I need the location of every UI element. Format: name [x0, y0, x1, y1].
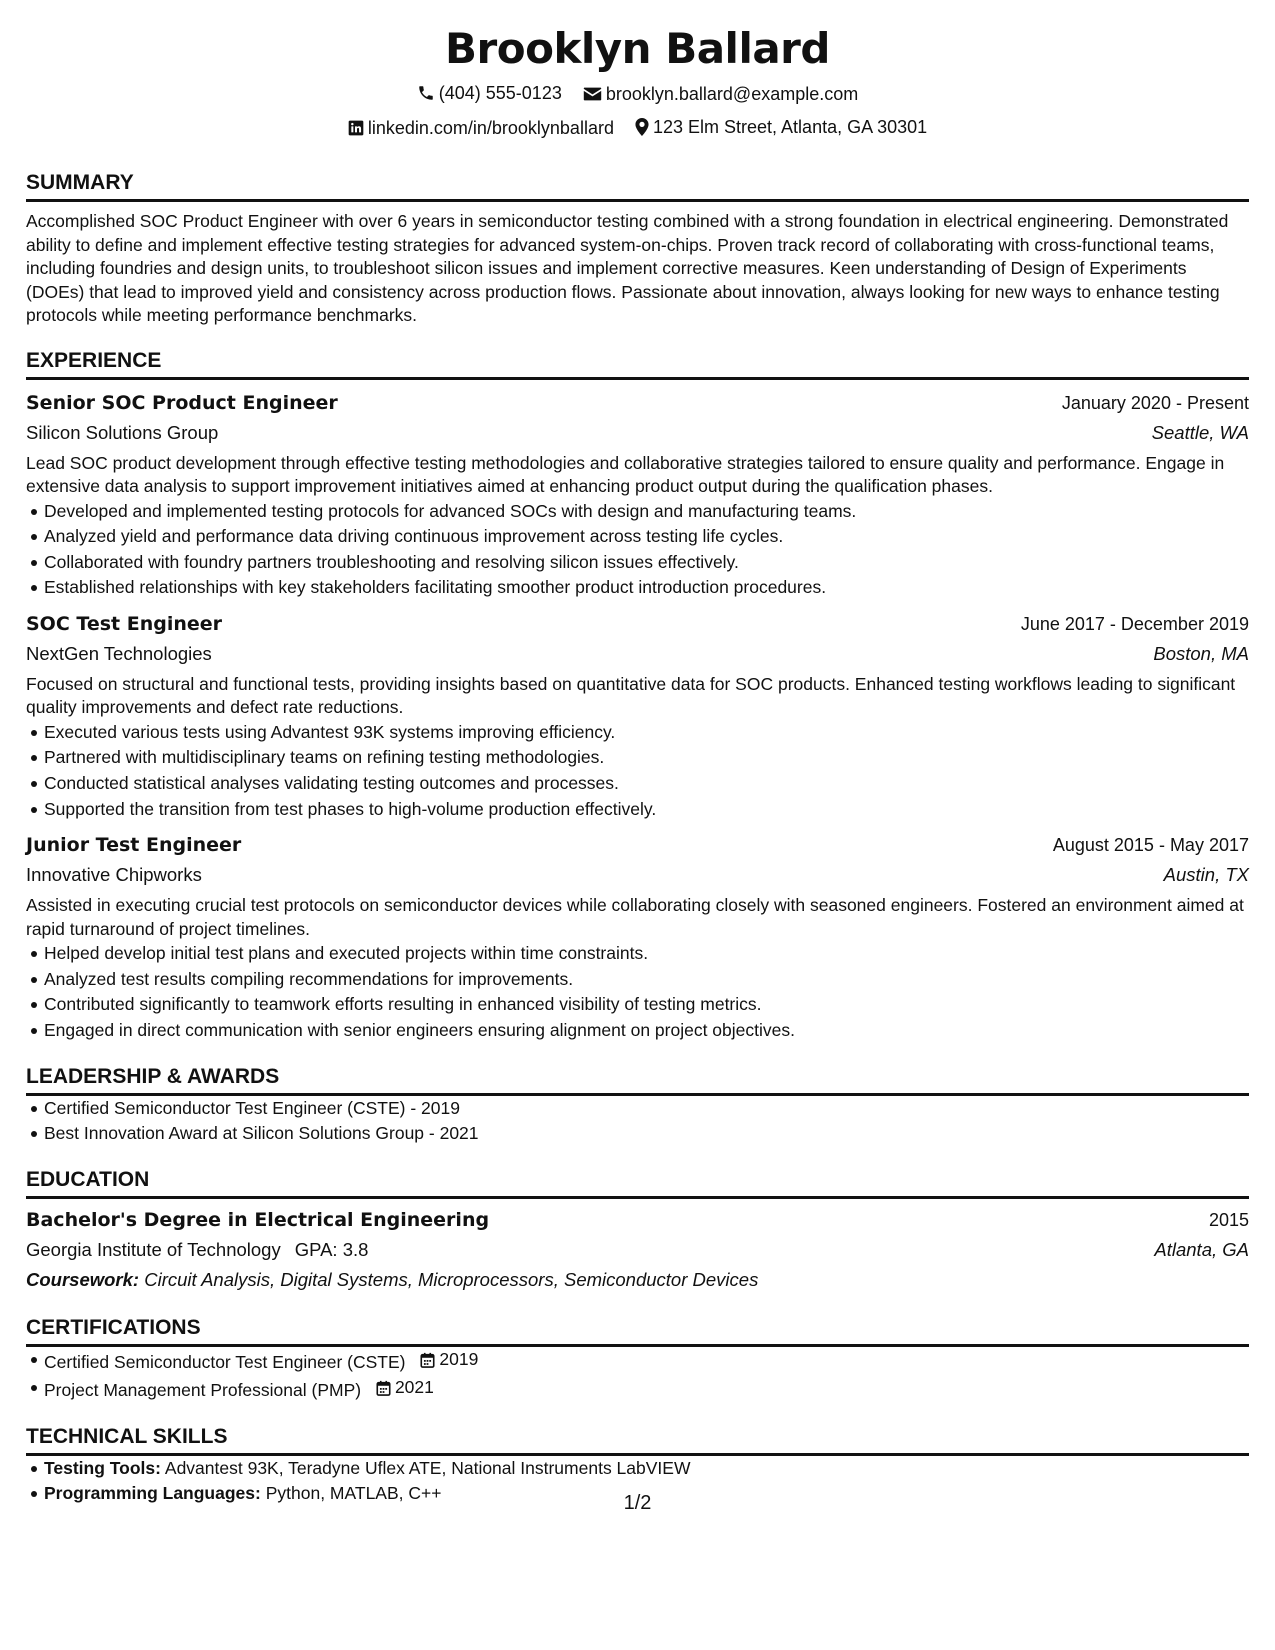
awards-list [26, 1096, 1249, 1147]
job-description: Lead SOC product development through effective testing methodologies and collaborative strategies tailored to ensure quality and performance. Engage in extensive data analysis to support improvement initiatives aimed at enhancing product output during the qualification phases. [26, 452, 1225, 496]
skills-heading: TECHNICAL SKILLS [26, 1424, 1249, 1456]
list-item: Supported the transition from test phases to high-volume production effectively. [44, 797, 1249, 823]
job-date: August 2015 - May 2017 [1052, 835, 1249, 856]
calendar-icon [420, 1352, 435, 1368]
list-item: Conducted statistical analyses validating testing outcomes and processes. [44, 771, 1249, 797]
certification-date [376, 1375, 434, 1401]
linkedin-icon [348, 120, 364, 136]
job-bullets [26, 720, 1249, 822]
phone-text: (404) 555-0123 [438, 83, 562, 103]
job-entry [26, 830, 1249, 1043]
skill-value: Advantest 93K, Teradyne Uflex ATE, National Instruments LabVIEW [164, 1457, 691, 1478]
job-date: January 2020 - Present [1061, 392, 1249, 413]
job-company: Silicon Solutions Group [26, 421, 219, 443]
contact-line-2 [26, 115, 1249, 142]
job-description: Assisted in executing crucial test protocols on semiconductor devices while collaborating closely with seasoned engineers. Fostered an environment aimed at rapid turnaround of project timelines. [26, 895, 1244, 939]
contact-line-1 [26, 81, 1249, 108]
school-name: Georgia Institute of Technology [26, 1238, 281, 1260]
education-header [26, 1205, 1249, 1235]
list-item: Engaged in direct communication with senior engineers ensuring alignment on project objectives. [44, 1018, 1249, 1044]
job-company: NextGen Technologies [26, 642, 212, 664]
education-heading: EDUCATION [26, 1167, 1249, 1199]
phone-icon [417, 84, 435, 102]
list-item: Collaborated with foundry partners troubleshooting and resolving silicon issues effectively. [44, 550, 1249, 576]
contact-email[interactable] [583, 82, 858, 106]
skill-value: Python, MATLAB, C++ [265, 1483, 442, 1504]
certification-year: 2019 [439, 1348, 479, 1369]
gpa: GPA: 3.8 [294, 1238, 369, 1260]
school-location: Atlanta, GA [1154, 1238, 1249, 1260]
skill-label: Programming Languages: [44, 1483, 261, 1504]
list-item: Analyzed test results compiling recommendations for improvements. [44, 967, 1249, 993]
certifications-heading: CERTIFICATIONS [26, 1315, 1249, 1347]
contact-linkedin[interactable] [348, 116, 614, 140]
awards-heading: LEADERSHIP & AWARDS [26, 1064, 1249, 1096]
job-subheader [26, 639, 1249, 669]
certification-name: Project Management Professional (PMP) [44, 1380, 362, 1400]
certifications-section [26, 1315, 1249, 1404]
contact-address [635, 115, 927, 139]
email-text[interactable]: brooklyn.ballard@example.com [605, 84, 859, 104]
education-subheader [26, 1235, 1249, 1265]
resume-page [26, 20, 1249, 1507]
list-item: Certified Semiconductor Test Engineer (CSTE) - 2019 [44, 1096, 1249, 1122]
address-text: 123 Elm Street, Atlanta, GA 30301 [652, 117, 928, 137]
calendar-icon [376, 1380, 391, 1396]
certification-date [420, 1347, 478, 1373]
job-location: Boston, MA [1153, 642, 1249, 664]
list-item: Analyzed yield and performance data driving continuous improvement across testing life cycles. [44, 524, 1249, 550]
summary-text: Accomplished SOC Product Engineer with over 6 years in semiconductor testing combined with a strong foundation in electrical engineering. Demonstrated ability to define and implement effective testing strategies for advanced system-on-chips. Proven track record of collaborating with cross-functional teams, including foundries and design units, to troubleshoot silicon issues and implement corrective measures. Keen understanding of Design of Experiments (DOEs) that lead to improved yield and consistency across production flows. Passionate about innovation, always looking for new ways to enhance testing protocols while meeting performance benchmarks. [26, 211, 1229, 325]
job-location: Seattle, WA [1151, 421, 1249, 443]
linkedin-text[interactable]: linkedin.com/in/brooklynballard [367, 118, 614, 138]
certifications-list [26, 1347, 1249, 1404]
degree-title: Bachelor's Degree in Electrical Engineering [26, 1208, 490, 1231]
list-item: Best Innovation Award at Silicon Solutions Group - 2021 [44, 1121, 1249, 1147]
job-date: June 2017 - December 2019 [1020, 613, 1249, 634]
certification-year: 2021 [394, 1377, 434, 1398]
certification-name: Certified Semiconductor Test Engineer (CSTE) [44, 1351, 406, 1372]
job-entry [26, 388, 1249, 601]
skill-label: Testing Tools: [44, 1457, 161, 1478]
list-item [44, 1347, 1249, 1375]
job-header [26, 830, 1249, 860]
list-item: Partnered with multidisciplinary teams on refining testing methodologies. [44, 745, 1249, 771]
list-item: Executed various tests using Advantest 93K systems improving efficiency. [44, 720, 1249, 746]
awards-section [26, 1064, 1249, 1147]
job-title: SOC Test Engineer [26, 612, 223, 635]
summary-section [26, 170, 1249, 328]
envelope-icon [583, 86, 602, 102]
list-item [44, 1456, 1249, 1482]
job-subheader [26, 860, 1249, 890]
coursework-list: Circuit Analysis, Digital Systems, Microprocessors, Semiconductor Devices [144, 1268, 759, 1290]
school-info [26, 1235, 368, 1265]
job-header [26, 609, 1249, 639]
coursework-label: Coursework: [26, 1268, 140, 1290]
list-item: Contributed significantly to teamwork efforts resulting in enhanced visibility of testing metrics. [44, 992, 1249, 1018]
coursework [26, 1265, 1249, 1295]
job-bullets [26, 499, 1249, 601]
job-title: Senior SOC Product Engineer [26, 391, 338, 414]
experience-section [26, 348, 1249, 1044]
summary-heading: SUMMARY [26, 170, 1249, 202]
list-item: Developed and implemented testing protocols for advanced SOCs with design and manufacturing teams. [44, 499, 1249, 525]
job-description: Focused on structural and functional tests, providing insights based on quantitative data for SOC products. Enhanced testing workflows leading to significant quality improvements and defect rate reductions. [26, 673, 1236, 718]
candidate-name: Brooklyn Ballard [445, 24, 830, 73]
job-header [26, 388, 1249, 418]
job-bullets [26, 941, 1249, 1043]
graduation-year: 2015 [1208, 1209, 1249, 1230]
job-title: Junior Test Engineer [26, 834, 242, 857]
job-subheader [26, 418, 1249, 448]
map-pin-icon [635, 118, 649, 136]
list-item: Helped develop initial test plans and executed projects within time constraints. [44, 941, 1249, 967]
list-item: Established relationships with key stakeholders facilitating smoother product introduction procedures. [44, 575, 1249, 601]
job-location: Austin, TX [1163, 864, 1249, 886]
contact-phone [417, 81, 562, 105]
page-number: 1/2 [623, 1492, 652, 1514]
experience-heading: EXPERIENCE [26, 348, 1249, 380]
job-entry [26, 609, 1249, 822]
education-section [26, 1167, 1249, 1295]
job-company: Innovative Chipworks [26, 864, 202, 886]
list-item [44, 1375, 1249, 1403]
